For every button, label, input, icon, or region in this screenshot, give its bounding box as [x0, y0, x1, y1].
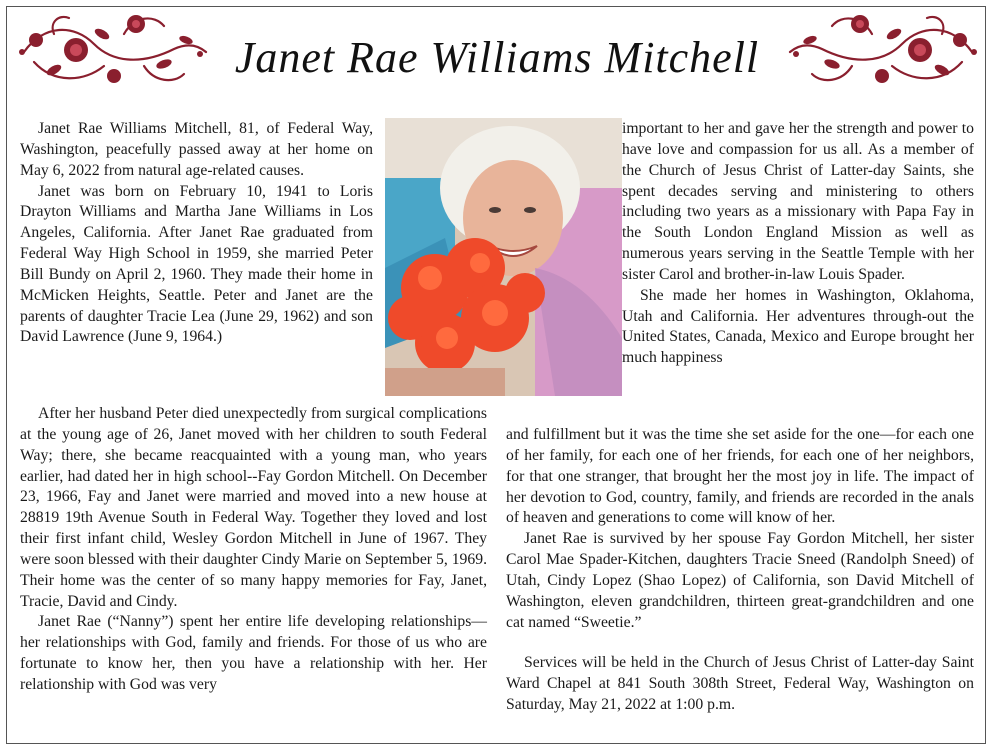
paragraph: Janet Rae is survived by her spouse Fay Gordon Mitchell, her sister Carol Mae Spader-Kitchen, daughters Tracie Sneed (Randolph Sneed) of Utah, Cindy Lopez (Shao Lopez) of California, son David Mitchell of Washington, eleven grandchildren, thirteen great-grandchildren and one cat named “Sweetie.”: [506, 530, 974, 631]
paragraph: Janet Rae (“Nanny”) spent her entire life developing relationships—her relationships with God, family and friends. For those of us who are fortunate to know her, then you have a relationship with her. Her relationship with God was very: [20, 613, 487, 693]
obituary-title: Janet Rae Williams Mitchell: [234, 33, 760, 82]
obituary-body: [20, 116, 975, 736]
paragraph: After her husband Peter died unexpectedly from surgical complications at the young age of 26, Janet moved with her children to south Federal Way; there, she became reacquainted with a young man, who years earlier, had dated her in high school--Fay Gordon Mitchell. On December 23, 1966, Fay and Janet were married and moved into a new house at 28819 19th Avenue South in Federal Way. Together they loved and lost their first infant child, Wesley Gordon Mitchell in June of 1967. They were soon blessed with their daughter Cindy Marie on September 5, 1969. Their home was the center of so many happy memories for Fay, Janet, Tracie, David and Cindy.: [20, 405, 487, 610]
paragraph: She made her homes in Washington, Oklahoma, Utah and California. Her adventures through-out the United States, Canada, Mexico and Europe brought her much happiness: [622, 286, 974, 367]
rose-ornament-right: [782, 4, 982, 96]
column-left-top: [20, 119, 373, 348]
column-right-top: [622, 119, 974, 369]
column-right-bottom: [506, 425, 974, 716]
paragraph: Services will be held in the Church of Jesus Christ of Latter-day Saint Ward Chapel at 841 South 308th Street, Federal Way, Washington on Saturday, May 21, 2022 at 1:00 p.m.: [506, 654, 974, 714]
paragraph: Janet Rae Williams Mitchell, 81, of Federal Way, Washington, peacefully passed away at her home on May 6, 2022 from natural age-related causes.: [20, 120, 373, 179]
column-left-bottom: [20, 404, 487, 696]
paragraph: and fulfillment but it was the time she set aside for the one—for each one of her family, for each one of her friends, for each one of her neighbors, for that one stranger, that brought her the most joy in life. The impact of her devotion to God, country, family, and friends are recorded in the anals of heaven and generations to come will know of her.: [506, 426, 974, 527]
portrait-photo: [385, 118, 622, 396]
paragraph: Janet was born on February 10, 1941 to Loris Drayton Williams and Martha Jane Williams in Los Angeles, California. After Janet Rae graduated from Federal Way High School in 1959, she married Peter Bill Bundy on April 2, 1960. They made their home in McMicken Heights, Seattle. Peter and Janet are the parents of daughter Tracie Lea (June 29, 1962) and son David Lawrence (June 9, 1964.): [20, 182, 373, 346]
paragraph: important to her and gave her the strength and power to have love and compassion for us all. As a member of the Church of Jesus Christ of Latter-day Saints, she spent decades serving and ministering to others including two years as a missionary with Papa Fay in the South London England Mission as well as numerous years serving in the Seattle Temple with her sister Carol and brother-in-law Louis Spader.: [622, 120, 974, 283]
